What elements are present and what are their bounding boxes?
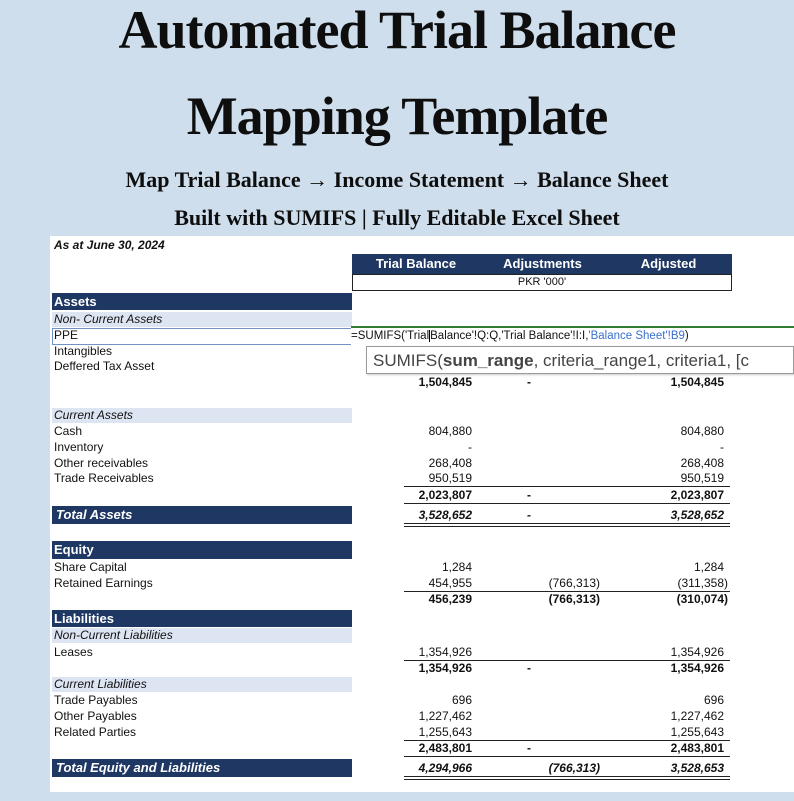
cell-adjusted[interactable]: 696: [703, 693, 724, 707]
total-assets-adjusted: 3,528,652: [670, 508, 724, 522]
spreadsheet: [50, 236, 794, 792]
row-intangibles[interactable]: Intangibles: [54, 344, 113, 358]
formula-cursor-text: Balance: [430, 330, 472, 342]
cell-adjusted[interactable]: 804,880: [680, 424, 724, 438]
total-assets-tb: 3,528,652: [418, 508, 472, 522]
subtotal-rule: [404, 503, 730, 504]
section-liabilities: Liabilities: [52, 610, 352, 627]
formula-middle: '!Q:Q,'Trial Balance'!I:I,: [471, 330, 589, 342]
cell-adjusted[interactable]: 950,519: [680, 471, 724, 485]
current-assets-total-tb: 2,023,807: [418, 488, 472, 502]
equity-total-adj: (766,313): [548, 592, 600, 606]
cell-tb[interactable]: 268,408: [428, 456, 472, 470]
cell-adjusted[interactable]: -: [720, 440, 724, 454]
row-ppe[interactable]: PPE: [54, 328, 79, 342]
cell-adjusted[interactable]: 1,284: [693, 560, 724, 574]
row-label[interactable]: Trade Receivables: [54, 471, 154, 485]
date-label: As at June 30, 2024: [54, 238, 165, 252]
row-label[interactable]: Other receivables: [54, 456, 149, 470]
double-rule: [404, 523, 730, 527]
cell-tb[interactable]: 1,354,926: [418, 645, 472, 659]
cell-tb[interactable]: 454,955: [428, 576, 472, 590]
cell-tb[interactable]: 1,284: [441, 560, 472, 574]
function-tooltip: [366, 346, 794, 374]
nc-assets-total-adjusted: 1,504,845: [670, 375, 724, 389]
subsection-current-liabilities: Current Liabilities: [52, 677, 352, 692]
section-equity: Equity: [52, 541, 352, 559]
cell-tb[interactable]: -: [468, 440, 472, 454]
nc-assets-total-tb: 1,504,845: [418, 375, 472, 389]
grand-total-tb: 4,294,966: [418, 761, 472, 775]
cur-liab-total-adj: -: [527, 741, 531, 755]
cur-liab-total-tb: 2,483,801: [418, 741, 472, 755]
nc-liab-total-tb: 1,354,926: [418, 661, 472, 675]
double-rule: [404, 776, 730, 780]
cell-tb[interactable]: 1,227,462: [418, 709, 472, 723]
cell-adj[interactable]: (766,313): [548, 576, 600, 590]
row-label[interactable]: Share Capital: [54, 560, 127, 574]
tooltip-arg: sum_range: [442, 351, 534, 370]
section-assets: Assets: [52, 293, 352, 310]
cell-adjusted[interactable]: 1,227,462: [670, 709, 724, 723]
cur-liab-total-adjusted: 2,483,801: [670, 741, 724, 755]
equity-total-adjusted: (310,074): [676, 592, 728, 606]
grand-total-adjusted: 3,528,653: [670, 761, 724, 775]
row-label[interactable]: Inventory: [54, 440, 104, 454]
row-label[interactable]: Other Payables: [54, 709, 137, 723]
row-highlight: [52, 328, 352, 345]
nc-liab-total-adjusted: 1,354,926: [670, 661, 724, 675]
cell-adjusted[interactable]: 1,354,926: [670, 645, 724, 659]
formula-prefix: =SUMIFS('Trial: [351, 330, 430, 342]
row-label[interactable]: Cash: [54, 424, 83, 438]
equity-total-tb: 456,239: [428, 592, 472, 606]
cell-adjusted[interactable]: (311,358): [677, 576, 728, 590]
cell-tb[interactable]: 696: [451, 693, 472, 707]
promo-title-line1: Automated Trial Balance: [118, 0, 676, 60]
promo-title-line2: Mapping Template: [186, 86, 608, 146]
subsection-non-current-liabilities: Non-Current Liabilities: [52, 628, 352, 643]
row-label[interactable]: Retained Earnings: [54, 576, 153, 590]
grand-total-adj: (766,313): [548, 761, 600, 775]
cell-tb[interactable]: 950,519: [428, 471, 472, 485]
promo-subtitle-line2: Built with SUMIFS | Fully Editable Excel Sheet: [174, 205, 620, 230]
subtotal-rule: [404, 756, 730, 757]
formula-ref: 'Balance Sheet'!B9: [588, 330, 685, 342]
row-label[interactable]: Trade Payables: [54, 693, 138, 707]
grand-total-label: Total Equity and Liabilities: [52, 759, 352, 777]
tooltip-fn: SUMIFS(: [373, 351, 443, 370]
subsection-non-current-assets: Non- Current Assets: [52, 312, 352, 327]
formula-suffix: ): [684, 330, 689, 342]
current-assets-total-adj: -: [527, 488, 531, 502]
promo-subtitle-line1: Map Trial Balance → Income Statement → Balance Sheet: [125, 167, 669, 192]
nc-assets-total-adj: -: [527, 375, 531, 389]
row-label[interactable]: Leases: [54, 645, 93, 659]
cell-tb[interactable]: 1,255,643: [418, 725, 472, 739]
cell-adjusted[interactable]: 268,408: [680, 456, 724, 470]
row-deferred-tax-asset[interactable]: Deffered Tax Asset: [54, 359, 155, 373]
formula-cell[interactable]: [351, 326, 794, 346]
unit-label: PKR '000': [352, 274, 732, 291]
col-adjusted[interactable]: Adjusted: [640, 256, 697, 271]
total-assets-label: Total Assets: [52, 506, 352, 524]
col-trial-balance[interactable]: Trial Balance: [375, 256, 457, 271]
total-assets-adj: -: [527, 508, 531, 522]
col-adjustments[interactable]: Adjustments: [503, 256, 582, 271]
current-assets-total-adjusted: 2,023,807: [670, 488, 724, 502]
tooltip-rest: , criteria_range1, criteria1, [c: [533, 351, 750, 370]
cell-adjusted[interactable]: 1,255,643: [670, 725, 724, 739]
subtotal-rule: [404, 486, 730, 487]
nc-liab-total-adj: -: [527, 661, 531, 675]
row-label[interactable]: Related Parties: [54, 725, 137, 739]
subsection-current-assets: Current Assets: [52, 408, 352, 423]
cell-tb[interactable]: 804,880: [428, 424, 472, 438]
